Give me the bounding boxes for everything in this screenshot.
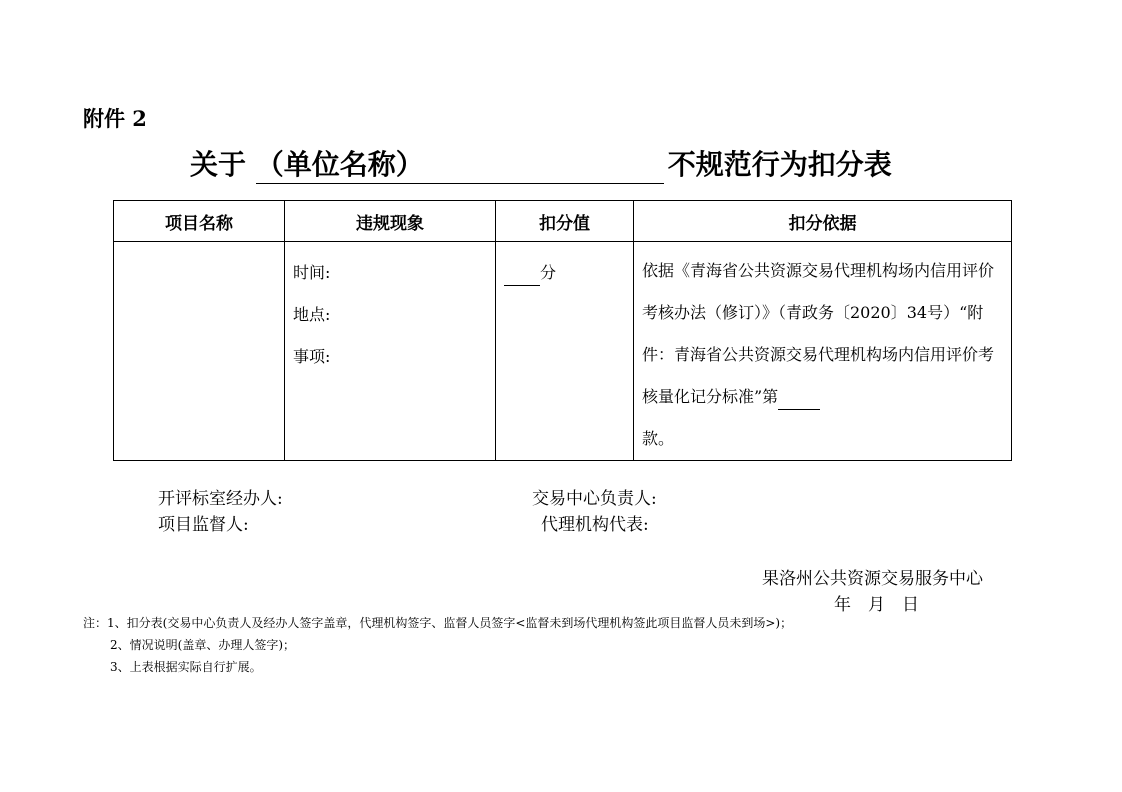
score-blank[interactable]	[504, 261, 540, 286]
note-3: 3、上表根据实际自行扩展。	[110, 660, 262, 674]
header-deduction-value: 扣分值	[496, 201, 634, 242]
deduction-table	[113, 200, 1012, 461]
violation-place-label: 地点:	[293, 305, 331, 324]
deduction-value-cell[interactable]	[496, 242, 634, 461]
table-row	[114, 242, 1012, 461]
title-prefix: 关于	[190, 148, 247, 181]
header-project-name: 项目名称	[114, 201, 285, 242]
signature-project-supervisor: 项目监督人:	[158, 515, 249, 535]
basis-text-end: 款。	[642, 429, 675, 448]
title-suffix: 不规范行为扣分表	[667, 148, 892, 181]
project-name-cell[interactable]	[114, 242, 285, 461]
signature-center-head: 交易中心负责人:	[532, 489, 657, 509]
note-1: 注：1、扣分表(交易中心负责人及经办人签字盖章，代理机构签字、监督人员签字<监督未到场代理机构签此项目监督人员未到场>)；	[83, 616, 793, 630]
signature-bid-room-handler: 开评标室经办人:	[158, 489, 283, 509]
attachment-label: 附件 2	[83, 106, 147, 131]
clause-blank[interactable]	[778, 385, 820, 410]
date-line: 年 月 日	[834, 595, 919, 615]
table-header-row	[114, 201, 1012, 242]
issuing-organization: 果洛州公共资源交易服务中心	[762, 569, 983, 589]
score-unit: 分	[540, 263, 557, 282]
header-violation: 违规现象	[285, 201, 496, 242]
violation-time-label: 时间:	[293, 263, 331, 282]
basis-text: 依据《青海省公共资源交易代理机构场内信用评价考核办法（修订）》（青政务〔2020〕34号）“附件：青海省公共资源交易代理机构场内信用评价考核量化记分标准”第	[642, 261, 995, 406]
page-title	[190, 143, 892, 183]
note-2: 2、情况说明(盖章、办理人签字)；	[110, 638, 295, 652]
header-deduction-basis: 扣分依据	[634, 201, 1012, 242]
signature-agency-rep: 代理机构代表:	[541, 515, 649, 535]
violation-cell[interactable]	[285, 242, 496, 461]
violation-matter-label: 事项:	[293, 347, 331, 366]
deduction-basis-cell	[634, 242, 1012, 461]
unit-name-field	[256, 143, 664, 184]
unit-name-placeholder: （单位名称）	[255, 148, 424, 181]
